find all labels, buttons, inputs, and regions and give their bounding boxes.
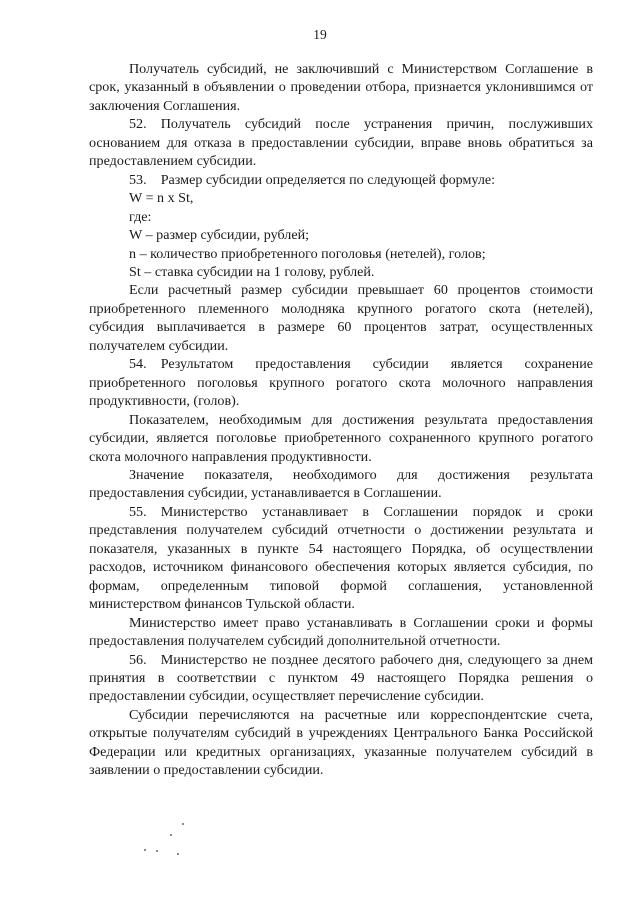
paragraph-53: 53. Размер субсидии определяется по следующей формуле:	[129, 171, 496, 188]
formula-var-n: n – количество приобретенного поголовья (нетелей), голов;	[129, 245, 486, 262]
paragraph-55: 55. Министерство устанавливает в Соглашении порядок и сроки представления получателем субсидий отчетности о достижении результата и показателя, указанных в пункте 54 настоящего Порядка, об осуществлении расходов, источником финансового обеспечения которых является субсидия, по формам, определенным типовой формой соглашения, установленной министерством финансов Тульской области.	[89, 503, 593, 613]
formula-var-st: St – ставка субсидии на 1 голову, рублей.	[129, 263, 375, 280]
paragraph-52: 52. Получатель субсидий после устранения причин, послуживших основанием для отказа в предоставлении субсидии, вправе вновь обратиться за предоставлением субсидии.	[89, 116, 593, 170]
paragraph-additional-reporting: Министерство имеет право устанавливать в Соглашении сроки и формы предоставления получателем субсидий дополнительной отчетности.	[89, 614, 593, 650]
formula-where: где:	[129, 208, 152, 225]
paragraph-indicator-value: Значение показателя, необходимого для достижения результата предоставления субсидии, устанавливается в Соглашении.	[89, 466, 593, 502]
scan-specks	[140, 820, 200, 860]
formula-var-w: W – размер субсидии, рублей;	[129, 227, 310, 244]
paragraph-56: 56. Министерство не позднее десятого рабочего дня, следующего за днем принятия в соответствии с пунктом 49 настоящего Порядка решения о предоставлении субсидии, осуществляет перечисление субсидии.	[89, 651, 593, 705]
paragraph-refusal: Получатель субсидий, не заключивший с Министерством Соглашение в срок, указанный в объявлении о проведении отбора, признается уклонившимся от заключения Соглашения.	[89, 61, 593, 114]
page-number: 19	[313, 27, 327, 42]
paragraph-transfer-accounts: Субсидии перечисляются на расчетные или корреспондентские счета, открытые получателям субсидий в учреждениях Центрального Банка Российской Федерации или кредитных организациях, указанные получателем субсидий в заявлении о предоставлении субсидии.	[89, 706, 593, 779]
paragraph-60-percent: Если расчетный размер субсидии превышает 60 процентов стоимости приобретенного племенного молодняка крупного рогатого скота (нетелей), субсидия выплачивается в размере 60 процентов затрат, осуществленных получателем субсидии.	[89, 282, 593, 354]
paragraph-indicator: Показателем, необходимым для достижения результата предоставления субсидии, является поголовье приобретенного сохраненного крупного рогатого скота молочного направления продуктивности.	[89, 411, 593, 465]
paragraph-54: 54. Результатом предоставления субсидии является сохранение приобретенного поголовья крупного рогатого скота молочного направления продуктивности, (голов).	[89, 356, 593, 410]
document-body	[89, 60, 593, 780]
formula: W = n x St,	[129, 190, 194, 207]
